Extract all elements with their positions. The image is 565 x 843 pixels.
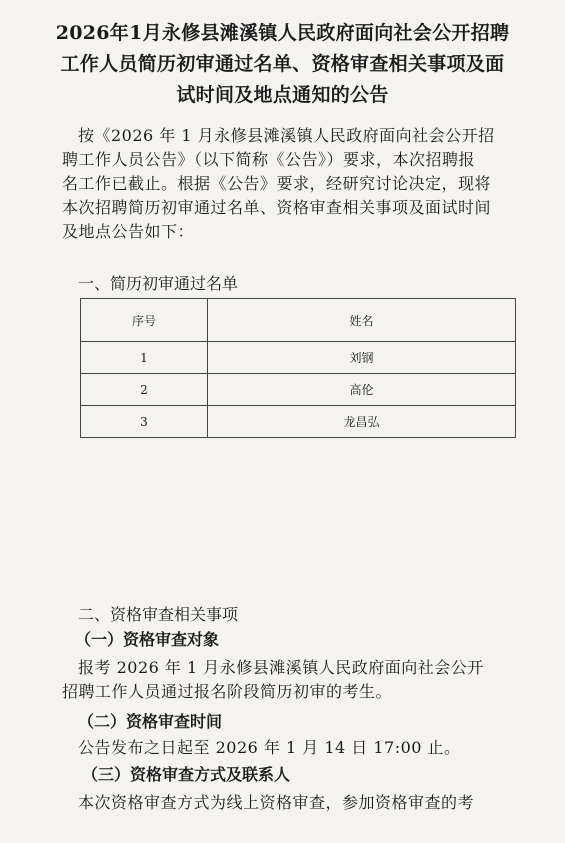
document-title [20,18,545,111]
sub-2-heading: （二）资格审查时间 [78,712,223,731]
intro-line-3: 名工作已截止。根据《公告》要求，经研究讨论决定，现将 [62,174,492,193]
row-name: 刘钢 [208,342,516,374]
sub-2-line-1: 公告发布之日起至 2026 年 1 月 14 日 17:00 止。 [78,738,461,757]
shortlist-table [80,298,516,438]
title-line-2: 工作人员简历初审通过名单、资格审查相关事项及面 [60,53,505,75]
row-name: 龙昌弘 [208,406,516,438]
sub-1-line-2: 招聘工作人员通过报名阶段简历初审的考生。 [62,682,393,701]
table-row [81,342,516,374]
row-name: 高伦 [208,374,516,406]
intro-line-4: 本次招聘简历初审通过名单、资格审查相关事项及面试时间 [62,198,492,217]
row-no: 3 [81,406,208,438]
sub-1-heading: （一）资格审查对象 [75,630,220,649]
intro-paragraph [20,124,545,244]
intro-line-2: 聘工作人员公告》（以下简称《公告》）要求，本次招聘报 [62,150,476,169]
title-line-1: 2026年1月永修县滩溪镇人民政府面向社会公开招聘 [55,22,510,44]
section-1-heading: 一、简历初审通过名单 [78,274,239,293]
header-no: 序号 [81,299,208,342]
table-row [81,406,516,438]
sub-3-heading: （三）资格审查方式及联系人 [82,765,291,784]
table-row [81,374,516,406]
sub-2-body [20,736,545,760]
row-no: 2 [81,374,208,406]
sub-3-body [20,791,545,815]
header-name: 姓名 [208,299,516,342]
intro-line-5: 及地点公告如下： [62,222,195,241]
table-header-row [81,299,516,342]
sub-3-line-1: 本次资格审查方式为线上资格审查，参加资格审查的考 [78,793,475,812]
sub-1-line-1: 报考 2026 年 1 月永修县滩溪镇人民政府面向社会公开 [78,658,484,677]
intro-line-1: 按《2026 年 1 月永修县滩溪镇人民政府面向社会公开招 [78,126,495,145]
sub-1-body [20,656,545,704]
section-2-heading: 二、资格审查相关事项 [78,605,239,624]
title-line-3: 试时间及地点通知的公告 [176,84,389,106]
row-no: 1 [81,342,208,374]
